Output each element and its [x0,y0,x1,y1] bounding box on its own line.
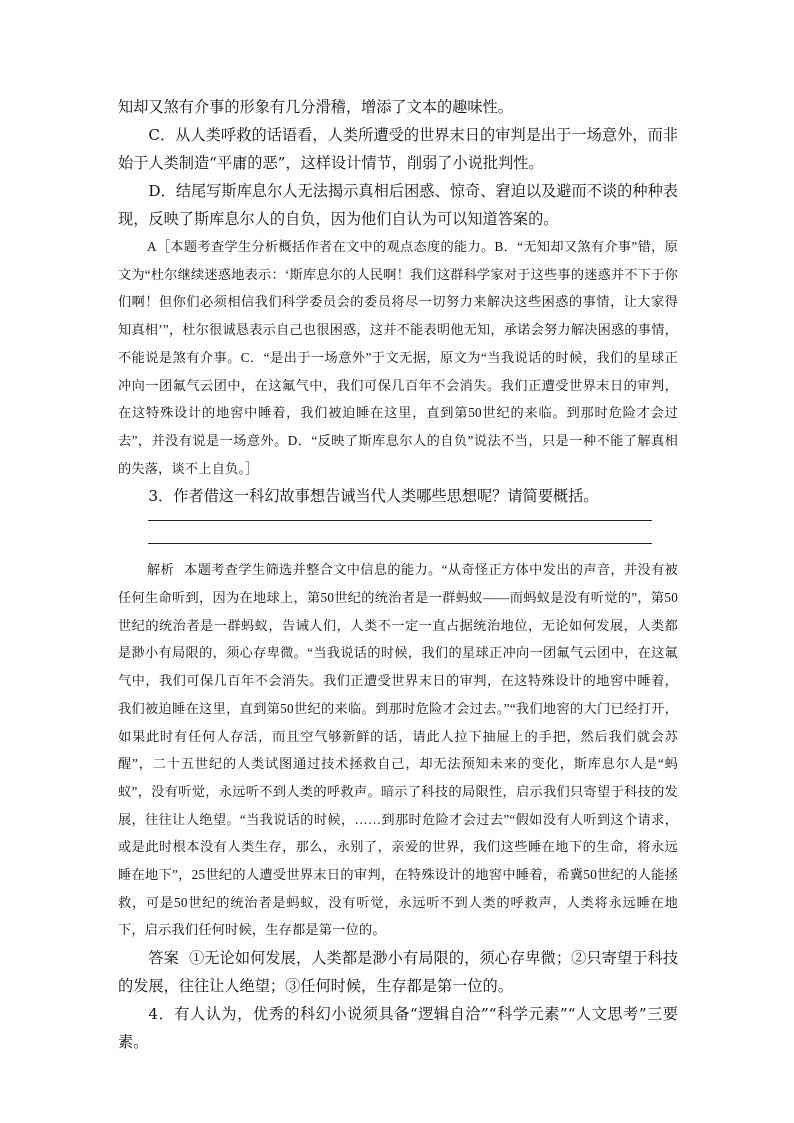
analysis-label: 解析 [147,562,175,578]
answer-line [148,520,652,521]
answer-text: ①无论如何发展，人类都是渺小有局限的，须心存卑微；②只寄望于科技的发展，往往让人绝望；③任何时候，生存都是第一位的。 [118,949,679,996]
question-4: 4．有人认为，优秀的科幻小说须具备“逻辑自洽”“科学元素”“人文思考”三要素。 [118,1005,678,1052]
paragraph-continuation: 知却又煞有介事的形象有几分滑稽，增添了文本的趣味性。 [118,98,513,116]
analysis-question-3 [118,556,678,944]
option-c: C．从人类呼救的话语看，人类所遭受的世界末日的审判是出于一场意外，而非始于人类制造“平庸的恶”，这样设计情节，削弱了小说批判性。 [118,126,678,172]
document-page [118,93,678,1056]
question-3: 3．作者借这一科幻故事想告诫当代人类哪些思想呢？请简要概括。 [148,487,599,506]
analysis-question-2: A［本题考查学生分析概括作者在文中的观点态度的能力。B．“无知却又煞有介事”错，原文为“杜尔继续迷惑地表示：‘斯库息尔的人民啊！我们这群科学家对于这些事的迷惑并不下于你们啊！但你们必须相信我们科学委员会的委员将尽一切努力来解决这些困惑的事情，让大家得知真相’”，杜尔很诚恳表示自己也很困惑，这并不能表明他无知，承诺会努力解决困惑的事情，不能说是煞有介事。C．“是出于一场意外”于文无据，原文为“当我说话的时候，我们的星球正冲向一团氟气云团中，在这氟气中，我们可保几百年不会消失。我们正遭受世界末日的审判，在这特殊设计的地窖中睡着，我们被迫睡在这里，直到第50世纪的来临。到那时危险才会过去”，并没有说是一场意外。D．“反映了斯库息尔人的自负”说法不当，只是一种不能了解真相的失落，谈不上自负。］ [118,239,678,476]
answer-line [148,543,652,544]
answer-block [118,944,678,1000]
answer-label: 答案 [148,949,179,968]
analysis-body: 本题考查学生筛选并整合文中信息的能力。“从奇怪正方体中发出的声音，并没有被任何生命听到，因为在地球上，第50世纪的统治者是一群蚂蚁——而蚂蚁是没有听觉的”，第50世纪的统治者是一群蚂蚁，告诫人们，人类不一定一直占据统治地位，无论如何发展，人类都是渺小有局限的，须心存卑微。“当我说话的时候，我们的星球正冲向一团氟气云团中，在这氟气中，我们可保几百年不会消失。我们正遭受世界末日的审判，在这特殊设计的地窖中睡着，我们被迫睡在这里，直到第50世纪的来临。到那时危险才会过去。”“我们地窖的大门已经打开，如果此时有任何人存活，而且空气够新鲜的话，请此人拉下抽屉上的手把，然后我们就会苏醒”，二十五世纪的人类试图通过技术拯救自己，却无法预知未来的变化，斯库息尔人是“蚂蚁”，没有听觉，永远听不到人类的呼救声。暗示了科技的局限性，启示我们只寄望于科技的发展，往往让人绝望。“当我说话的时候，……到那时危险才会过去”“假如没有人听到这个请求，或是此时根本没有人类生存，那么，永别了，亲爱的世界，我们这些睡在地下的生命，将永远睡在地下”，25世纪的人遭受世界末日的审判，在特殊设计的地窖中睡着，希冀50世纪的人能拯救，可是50世纪的统治者是蚂蚁，没有听觉，永远听不到人类的呼救声，人类将永远睡在地下，启示我们任何时候，生存都是第一位的。 [118,562,679,938]
answer-blank-lines [148,520,652,544]
option-d: D．结尾写斯库息尔人无法揭示真相后困惑、惊奇、窘迫以及避而不谈的种种表现，反映了斯库息尔人的自负，因为他们自认为可以知道答案的。 [118,182,678,228]
